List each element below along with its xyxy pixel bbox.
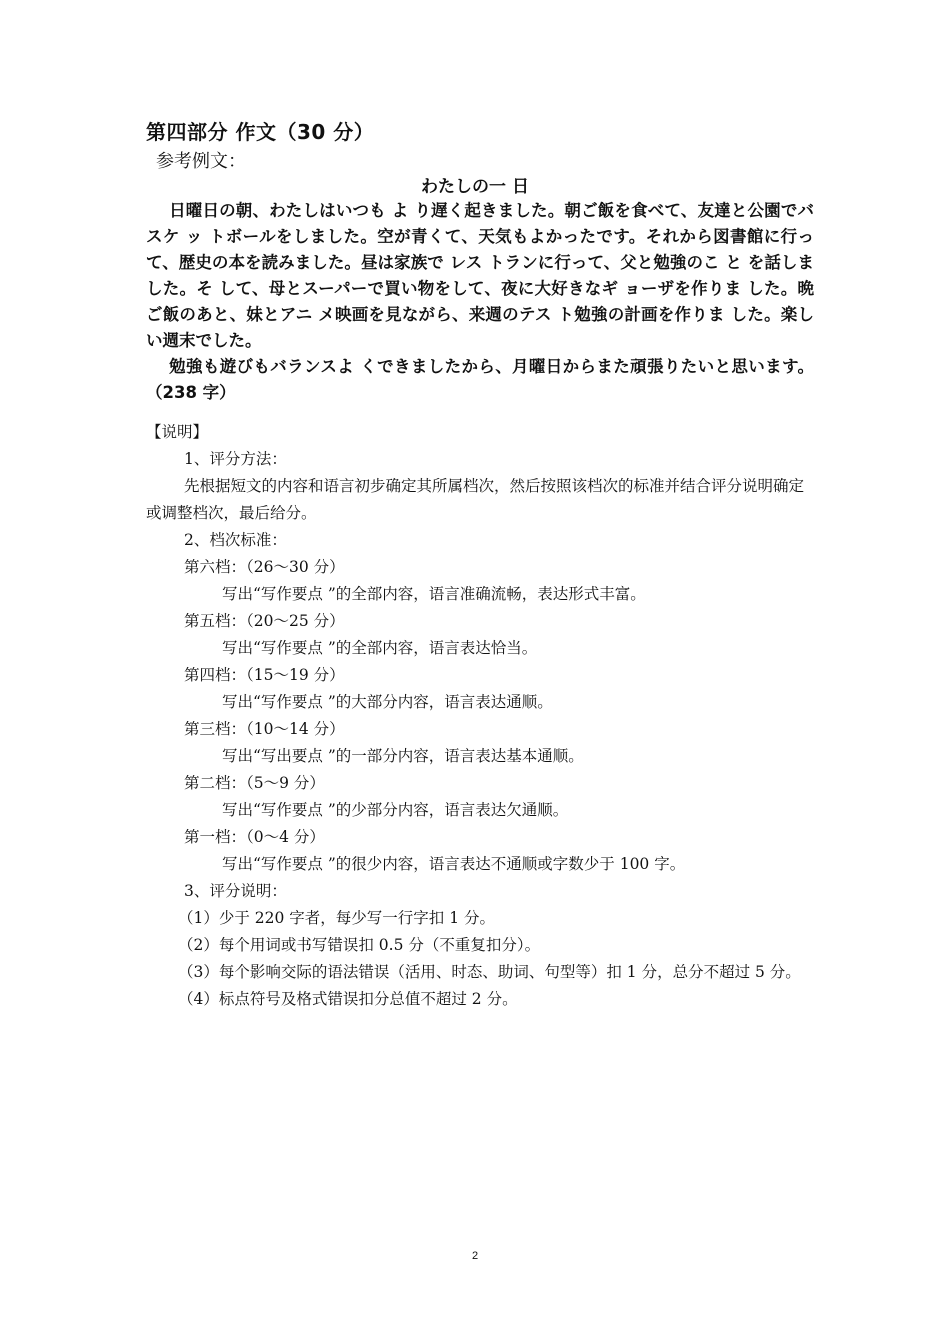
section-title: 第四部分 作文（30 分） [146, 120, 375, 144]
scoring-item: （2）每个用词或书写错误扣 0.5 分（不重复扣分）。 [178, 936, 541, 954]
level-description: 写出“写作要点 ”的全部内容，语言表达恰当。 [222, 639, 538, 657]
level-description: 写出“写作要点 ”的很少内容，语言表达不通顺或字数少于 100 字。 [222, 855, 686, 873]
scoring-item: （3）每个影响交际的语法错误（活用、时态、助词、句型等）扣 1 分，总分不超过 5 分。 [178, 963, 801, 981]
essay-paragraph: 日曜日の朝、わたしはいつも よ り遅く起きました。朝ご飯を食べて、友達と公園でバスケ ッ トボールをしました。空が青くて、天気もよかったです。それから図書館に行って、歴史の本を読みました。昼は家族で レス トランに行って、父と勉強のこ と を話しました。そ して、母とスーパーで買い物をして、夜に大好きなギ ョーザを作りま した。晩ご飯のあと、妹とアニ メ映画を見ながら、来週のテス ト勉強の計画を作りま した。楽しい週末でした。 [146, 201, 814, 350]
level-description: 写出“写作要点 ”的大部分内容，语言表达通顺。 [222, 693, 553, 711]
method-heading: 1、评分方法： [184, 450, 287, 468]
scoring-item: （1）少于 220 字者，每少写一行字扣 1 分。 [178, 909, 496, 927]
scoring-notes [146, 419, 814, 1013]
scoring-heading: 3、评分说明： [184, 882, 287, 900]
level-description: 写出“写出要点 ”的一部分内容，语言表达基本通顺。 [222, 747, 584, 765]
page-number: 2 [471, 1250, 479, 1262]
level-name: 第一档：（0～4 分） [184, 828, 325, 846]
level-name: 第五档：（20～25 分） [184, 612, 345, 630]
levels-heading: 2、档次标准： [184, 531, 287, 549]
level-name: 第二档：（5～9 分） [184, 774, 325, 792]
notes-heading: 【说明】 [146, 423, 209, 441]
level-description: 写出“写作要点 ”的少部分内容，语言表达欠通顺。 [222, 801, 569, 819]
scoring-item: （4）标点符号及格式错误扣分总值不超过 2 分。 [178, 990, 518, 1008]
level-description: 写出“写作要点 ”的全部内容，语言准确流畅，表达形式丰富。 [222, 585, 646, 603]
essay-body [146, 198, 814, 406]
level-name: 第四档：（15～19 分） [184, 666, 345, 684]
essay-title: わたしの一 日 [421, 177, 529, 197]
essay-paragraph: 勉強も遊びもバランスよ くできましたから、月曜日からまた頑張りたいと思います。（238 字） [146, 357, 814, 402]
level-name: 第六档：（26～30 分） [184, 558, 345, 576]
method-text: 先根据短文的内容和语言初步确定其所属档次，然后按照该档次的标准并结合评分说明确定或调整档次，最后给分。 [146, 477, 805, 522]
sample-essay-label: 参考例文： [156, 151, 246, 172]
level-name: 第三档：（10～14 分） [184, 720, 345, 738]
